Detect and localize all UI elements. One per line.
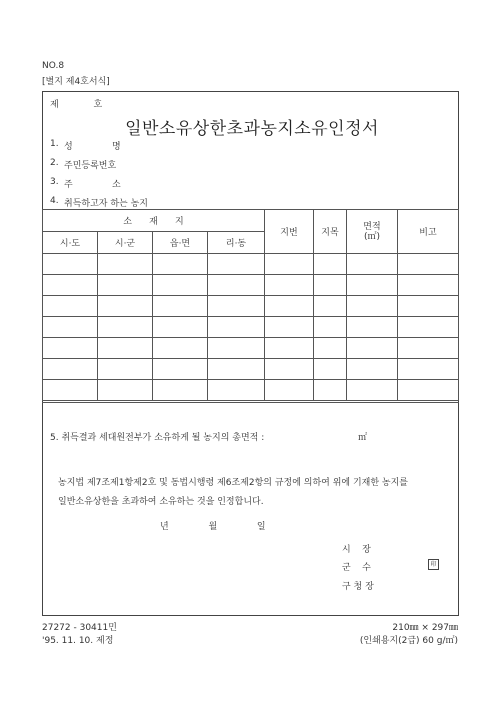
table-cell [265,254,314,275]
table-cell [314,359,347,380]
table-cell [43,317,98,338]
je-label: 제 [50,100,60,110]
established-date: '95. 11. 10. 제정 [42,636,114,646]
col-note: 비고 [398,210,459,254]
col-ridong: 리·동 [208,232,265,254]
table-cell [398,254,459,275]
table-row [43,296,459,317]
table-cell [347,296,398,317]
form-reference: [별지 제4호서식] [42,77,110,87]
table-cell [265,296,314,317]
table-row [43,359,459,380]
seal-icon: 印 [428,559,439,570]
table-cell [208,359,265,380]
declaration-line-2: 일반소유상한을 초과하여 소유하는 것을 인정합니다. [58,497,264,507]
table-cell [398,359,459,380]
table-cell [43,254,98,275]
table-cell [153,296,208,317]
table-cell [98,275,153,296]
table-row [43,380,459,401]
table-cell [398,296,459,317]
table-cell [43,359,98,380]
table-cell [265,317,314,338]
table-cell [43,296,98,317]
table-cell [98,296,153,317]
form-number: NO.8 [42,61,65,71]
table-cell [208,338,265,359]
table-cell [208,296,265,317]
table-row [43,254,459,275]
table-cell [314,317,347,338]
table-cell [265,359,314,380]
table-cell [98,359,153,380]
table-row [43,275,459,296]
year-label: 년 [160,522,169,532]
field-name: 1. 성 명 [50,139,121,152]
field-address: 3. 주 소 [50,177,121,190]
table-cell [43,380,98,401]
table-cell [153,275,208,296]
signer-county-head: 군 수 [342,563,371,573]
signer-district-head: 구 청 장 [342,582,374,592]
total-area-line: 5. 취득결과 세대원전부가 소유하게 될 농지의 총면적 : [50,433,265,443]
table-cell [153,254,208,275]
signer-mayor: 시 장 [342,545,371,555]
table-cell [398,317,459,338]
table-row [43,338,459,359]
farmland-table [42,209,459,401]
table-cell [208,380,265,401]
table-cell [153,380,208,401]
table-cell [208,254,265,275]
col-eupmyeon: 읍·면 [153,232,208,254]
table-cell [265,338,314,359]
table-cell [153,317,208,338]
section-divider [42,402,459,403]
month-label: 월 [208,522,218,532]
table-cell [347,317,398,338]
table-cell [314,254,347,275]
table-cell [265,275,314,296]
total-area-unit: ㎡ [358,433,368,443]
paper-spec: (인쇄용지(2급) 60 g/㎡) [359,636,458,646]
table-cell [347,275,398,296]
declaration-line-1: 농지법 제7조제1항제2호 및 동법시행령 제6조제2항의 규정에 의하여 위에 기재한 농지를 [58,478,408,488]
location-header: 소 재 지 [43,210,265,232]
document-title: 일반소유상한초과농지소유인정서 [125,119,379,139]
table-cell [347,338,398,359]
field-farmland: 4. 취득하고자 하는 농지 [50,196,148,209]
date-line [160,519,266,532]
day-label: 일 [256,522,266,532]
ho-label: 호 [93,100,104,110]
table-cell [98,254,153,275]
table-cell [347,254,398,275]
table-cell [398,275,459,296]
table-cell [43,338,98,359]
table-cell [347,359,398,380]
col-sido: 시·도 [43,232,98,254]
table-cell [314,338,347,359]
table-row [43,317,459,338]
table-cell [98,317,153,338]
table-cell [314,380,347,401]
form-code: 27272 - 30411민 [42,623,117,633]
table-cell [265,380,314,401]
col-jibun: 지번 [265,210,314,254]
table-cell [314,296,347,317]
table-cell [208,275,265,296]
table-cell [347,380,398,401]
field-resident-number: 2. 주민등록번호 [50,158,117,171]
issue-number-line [50,97,103,110]
table-cell [314,275,347,296]
table-cell [43,275,98,296]
table-cell [208,317,265,338]
col-sigun: 시·군 [98,232,153,254]
table-cell [398,380,459,401]
table-cell [98,380,153,401]
col-area: 면적 (㎡) [347,210,398,254]
paper-size: 210㎜ × 297㎜ [392,623,458,633]
table-cell [153,338,208,359]
col-jimok: 지목 [314,210,347,254]
table-cell [98,338,153,359]
table-cell [153,359,208,380]
table-cell [398,338,459,359]
